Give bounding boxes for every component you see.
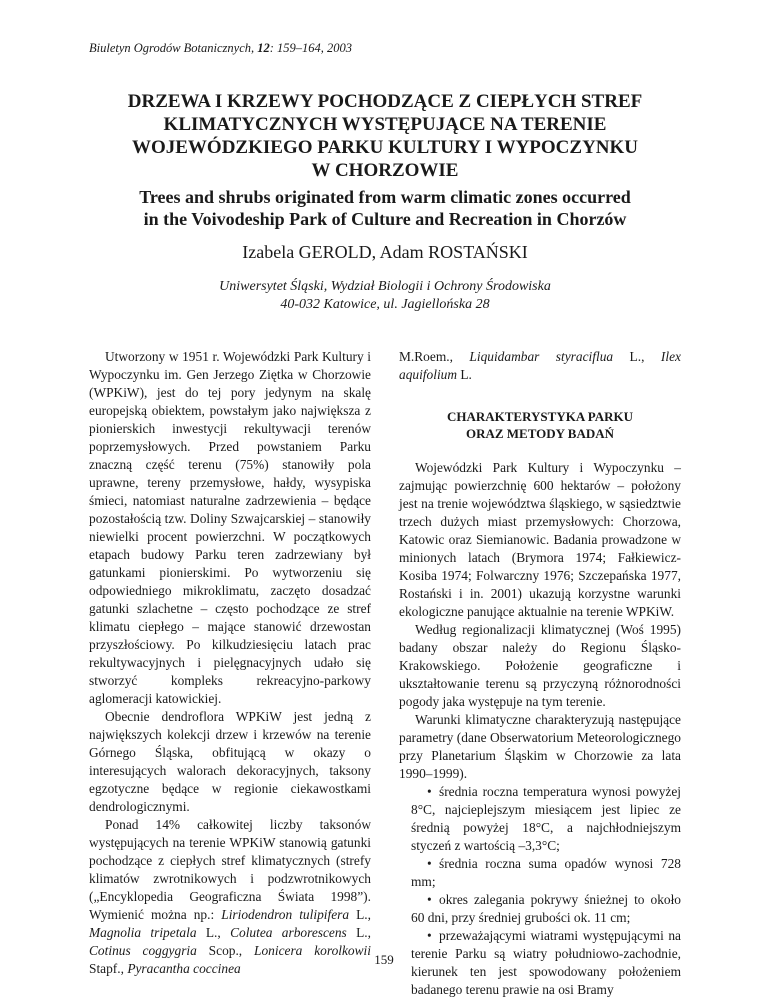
bullet-item: • średnia roczna temperatura wynosi powyżej 8°C, najcieplejszym miesiącem jest lipiec ze średnią powyżej 18°C, a najchłodniejszym styczeń z wartością –3,3°C; [411,784,681,853]
authors: Izabela GEROLD, Adam ROSTAŃSKI [242,242,528,262]
paragraph: Obecnie dendroflora WPKiW jest jedną z największych kolekcji drzew i krzewów na terenie Górnego Śląska, obfitującą w okazy o interesujących walorach dekoracyjnych, taksony egzotyczne będące w regionie ciekawostkami dendrologicznymi. [89,709,371,814]
left-column [89,348,371,978]
paragraph: Utworzony w 1951 r. Wojewódzki Park Kultury i Wypoczynku im. Gen Jerzego Ziętka w Chorzowie (WPKiW), jest do tej pory jedynym na skalę europejską obiektem, powstałym jako największa z pionierskich inwestycji rekultywacji terenów poprzemysłowych. Przed powstaniem Parku znaczną część terenu (75%) stanowiły pola uprawne, tereny przemysłowe, hałdy, wysypiska śmieci, natomiast naturalne zadrzewienia – będące pozostałością tzw. Doliny Szwajcarskiej – stanowiły niewielki procent powierzchni. W początkowych etapach budowy Parku teren zadrzewiany był gatunkami pionierskimi. Po wytworzeniu się odpowiedniego mikroklimatu, zaczęto dosadzać gatunki szlachetne – często pochodzące ze stref klimatu ciepłego – mające stanowić drzewostan przyszłościowy. Po kilkudziesięciu latach prac rekultywacyjnych i pielęgnacyjnych udało się stworzyć kompleks rekreacyjno-parkowy aglomeracji katowickiej. [89,349,371,706]
species-name: Magnolia tripetala [89,925,197,940]
species-name: Pyracantha coccinea [127,961,241,976]
paragraph-continuation: M.Roem., Liquidambar styraciflua L., Ilex aquifolium L. [399,349,681,382]
species-name: Ilex aquifolium [399,349,681,382]
paragraph: Według regionalizacji klimatycznej (Woś 1995) badany obszar należy do Regionu Śląsko-Krakowskiego. Położenie geograficzne i ukształtowanie terenu są przyczyną różnorodności pogody jaka występuje na tym terenie. [399,622,681,709]
species-name: Cotinus coggygria [89,943,197,958]
species-name: Liquidambar styraciflua [469,349,614,364]
section-heading: CHARAKTERYSTYKA PARKU ORAZ METODY BADAŃ [446,409,633,441]
journal-header: Biuletyn Ogrodów Botanicznych, 12: 159–164, 2003 [89,41,353,55]
paragraph: Warunki klimatyczne charakteryzują następujące parametry (dane Obserwatorium Meteorologicznego przy Planetarium Śląskim w Chorzowie za lata 1990–1999). [399,712,681,781]
bullet-item: • średnia roczna suma opadów wynosi 728 mm; [411,856,681,889]
right-column [399,348,681,999]
paragraph: Ponad 14% całkowitej liczby taksonów występujących na terenie WPKiW stanowią gatunki pochodzące z ciepłych stref klimatycznych (strefy klimatów zwrotnikowych i podzwrotnikowych („Encyklopedia Geograficzna Świata 1998”). Wymienić można np.: Liriodendron tulipifera L., Magnolia tripetala L., Colutea arborescens L., Cotinus coggygria Scop., Lonicera korolkowii Stapf., Pyracantha coccinea [89,817,371,976]
page-number: 159 [374,952,394,967]
species-name: Colutea arborescens [230,925,347,940]
species-name: Lonicera korolkowii [254,943,371,958]
title-english: Trees and shrubs originated from warm climatic zones occurred in the Voivodeship Park of Culture and Recreation in Chorzów [139,187,631,229]
affiliation: Uniwersytet Śląski, Wydział Biologii i Ochrony Środowiska 40-032 Katowice, ul. Jagiellońska 28 [219,279,551,312]
title-polish: DRZEWA I KRZEWY POCHODZĄCE Z CIEPŁYCH STREF KLIMATYCZNYCH WYSTĘPUJĄCE NA TERENIE WOJEWÓDZKIEGO PARKU KULTURY I WYPOCZYNKU W CHORZOWIE [127,91,643,181]
species-name: Liriodendron tulipifera [221,907,350,922]
paragraph: Wojewódzki Park Kultury i Wypoczynku – zajmując powierzchnię 600 hektarów – położony jest na trenie województwa śląskiego, w sąsiedztwie trzech dużych miast przemysłowych: Chorzowa, Katowic oraz Siemianowic. Badania prowadzone w minionych latach (Brymora 1974; Fałkiewicz-Kosiba 1974; Folwarczny 1976; Szczepańska 1977, Rostański i in. 2001) ukazują korzystne warunki ekologiczne panujące aktualnie na terenie WPKiW. [399,460,681,619]
bullet-item: • okres zalegania pokrywy śnieżnej to około 60 dni, przy średniej grubości ok. 11 cm; [411,892,681,925]
bullet-item: • przeważającymi wiatrami występującymi na terenie Parku są wiatry południowo-zachodnie, kierunek ten jest spowodowany położeniem badanego terenu prawie na osi Bramy [411,928,681,997]
